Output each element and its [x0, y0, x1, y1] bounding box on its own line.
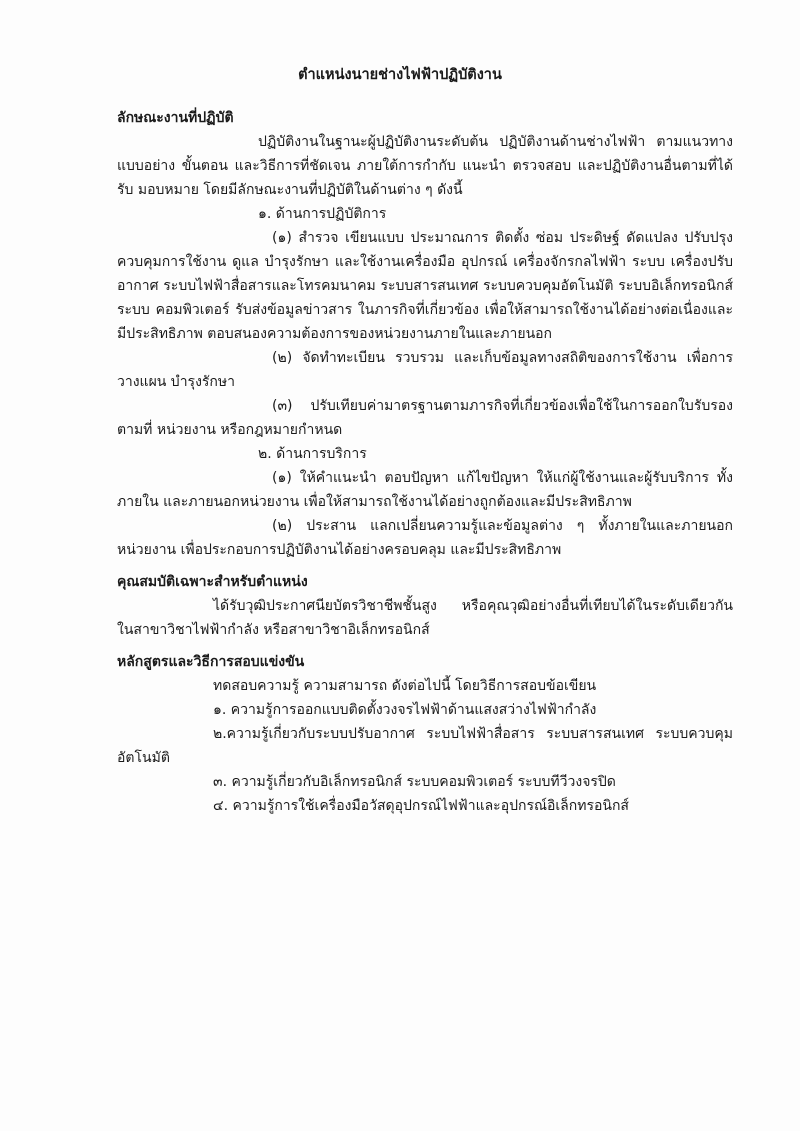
duties-intro-paragraph [117, 130, 733, 202]
paragraph-line: ได้รับวุฒิประกาศนียบัตรวิชาชีพชั้นสูง หรือคุณวุฒิอย่างอื่นที่เทียบได้ในระดับเดียวกัน [213, 598, 733, 614]
operations-item-3 [117, 394, 733, 442]
paragraph-line: (๒) จัดทำทะเบียน รวบรวม และเก็บข้อมูลทางสถิติของการใช้งาน เพื่อการ [272, 350, 733, 366]
operations-item-1 [117, 226, 733, 346]
document-title: ตำแหน่งนายช่างไฟฟ้าปฏิบัติงาน [298, 67, 502, 83]
paragraph-line: (๓) ปรับเทียบค่ามาตรฐานตามภารกิจที่เกี่ยวข้องเพื่อใช้ในการออกใบรับรองตามที่ [117, 398, 733, 438]
paragraph-line: ๒.ความรู้เกี่ยวกับระบบปรับอากาศ ระบบไฟฟ้าสื่อสาร ระบบสารสนเทศ ระบบควบคุม [213, 726, 733, 742]
paragraph-line: ปฏิบัติงานในฐานะผู้ปฏิบัติงานระดับต้น ปฏิบัติงานด้านช่างไฟฟ้า ตามแนวทาง [258, 134, 733, 150]
paragraph-line: คอมพิวเตอร์ รับส่งข้อมูลข่าวสาร ในภารกิจที่เกี่ยวข้อง เพื่อให้สามารถใช้งานได้อย่างต่อเนื่องและมีประสิทธิภาพ [117, 302, 733, 342]
section-heading-duties: ลักษณะงานที่ปฏิบัติ [117, 110, 234, 126]
paragraph-line: (๑) ให้คำแนะนำ ตอบปัญหา แก้ไขปัญหา ให้แก่ผู้ใช้งานและผู้รับบริการ ทั้งภายใน [117, 470, 733, 510]
subheading-operations: ๑. ด้านการปฏิบัติการ [258, 206, 387, 222]
exam-item: ๔. ความรู้การใช้เครื่องมือวัสดุอุปกรณ์ไฟฟ้าและอุปกรณ์อิเล็กทรอนิกส์ [213, 798, 629, 814]
subheading-services: ๒. ด้านการบริการ [258, 446, 367, 462]
operations-item-2 [117, 346, 733, 394]
exam-item: ๑. ความรู้การออกแบบติดตั้งวงจรไฟฟ้าด้านแสงสว่างไฟฟ้ากำลัง [213, 702, 597, 718]
paragraph-line: อัตโนมัติ [117, 750, 170, 766]
exam-intro: ทดสอบความรู้ ความสามารถ ดังต่อไปนี้ โดยวิธีการสอบข้อเขียน [213, 678, 597, 694]
services-item-1 [117, 466, 733, 514]
exam-item [117, 722, 733, 770]
paragraph-line: (๒) ประสาน แลกเปลี่ยนความรู้และข้อมูลต่าง ๆ ทั้งภายในและภายนอก [272, 518, 733, 534]
paragraph-line: และภายนอกหน่วยงาน เพื่อให้สามารถใช้งานได้อย่างถูกต้องและมีประสิทธิภาพ [163, 494, 632, 510]
paragraph-line: มอบหมาย โดยมีลักษณะงานที่ปฏิบัติในด้านต่าง ๆ ดังนี้ [137, 182, 463, 198]
paragraph-line: ระบบไฟฟ้าสื่อสารและโทรคมนาคม ระบบสารสนเทศ ระบบควบคุมอัตโนมัติ ระบบอิเล็กทรอนิกส์ ระบบ [117, 278, 734, 318]
qualifications-paragraph [117, 594, 733, 642]
document-body [117, 106, 733, 818]
services-item-2 [117, 514, 733, 562]
paragraph-line: ตอบสนองความต้องการของหน่วยงานภายในและภายนอก [207, 326, 553, 342]
paragraph-line: ควบคุมการใช้งาน ดูแล บำรุงรักษา และใช้งานเครื่องมือ อุปกรณ์ เครื่องจักรกลไฟฟ้า ระบบ เครื่องปรับอากาศ [117, 254, 733, 294]
paragraph-line: หน่วยงาน เพื่อประกอบการปฏิบัติงานได้อย่างครอบคลุม และมีประสิทธิภาพ [117, 542, 562, 558]
paragraph-line: แบบอย่าง ขั้นตอน และวิธีการที่ชัดเจน ภายใต้การกำกับ แนะนำ ตรวจสอบ และปฏิบัติงานอื่นตามที่ได้รับ [117, 158, 733, 198]
paragraph-line: วางแผน บำรุงรักษา [117, 374, 235, 390]
exam-item: ๓. ความรู้เกี่ยวกับอิเล็กทรอนิกส์ ระบบคอมพิวเตอร์ ระบบทีวีวงจรปิด [213, 774, 616, 790]
paragraph-line: ในสาขาวิชาไฟฟ้ากำลัง หรือสาขาวิชาอิเล็กทรอนิกส์ [117, 622, 430, 638]
paragraph-line: หน่วยงาน หรือกฎหมายกำหนด [156, 422, 343, 438]
section-heading-exam: หลักสูตรและวิธีการสอบแข่งขัน [117, 654, 305, 670]
paragraph-line: (๑) สำรวจ เขียนแบบ ประมาณการ ติดตั้ง ซ่อม ประดิษฐ์ ดัดแปลง ปรับปรุง [272, 230, 733, 246]
section-heading-qualifications: คุณสมบัติเฉพาะสำหรับตำแหน่ง [117, 574, 308, 590]
